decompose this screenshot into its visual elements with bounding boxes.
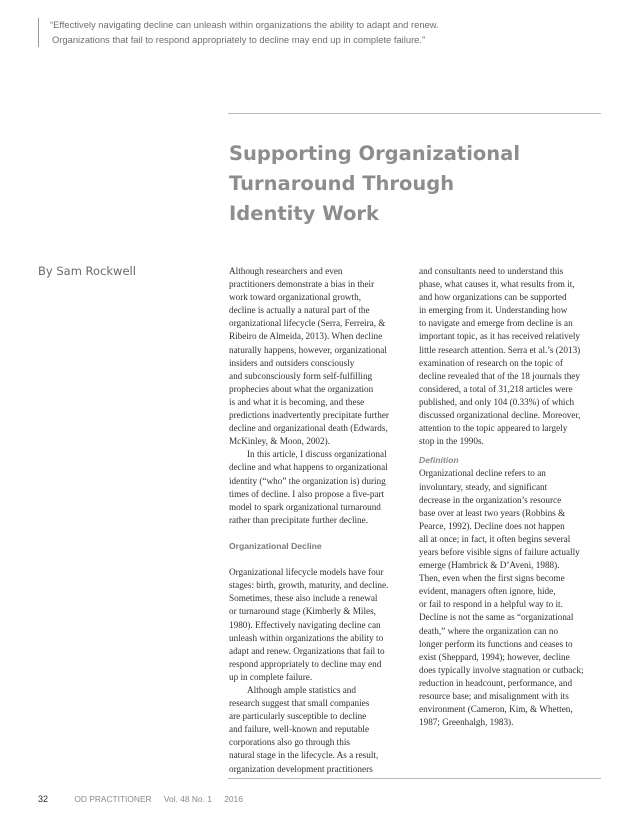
body-line: prophecies about what the organization [229, 383, 374, 394]
section-subheading: Definition [419, 455, 459, 466]
body-line: Pearce, 1992). Decline does not happen [419, 520, 565, 531]
body-line: does typically involve stagnation or cutback; [419, 664, 584, 675]
pull-quote-line: Organizations that fail to respond appropriately to decline may end up in complete failure.” [52, 33, 426, 45]
body-line: adapt and renew. Organizations that fail to [229, 645, 385, 656]
body-column-right [419, 265, 609, 729]
journal-volume: Vol. 48 No. 1 [163, 794, 212, 804]
body-line: Although ample statistics and [247, 685, 356, 695]
body-line: considered, a total of 31,218 articles were [419, 383, 573, 394]
paragraph-gap [229, 553, 419, 566]
body-line: examination of research on the topic of [419, 357, 563, 368]
body-line: decline revealed that of the 18 journals they [419, 370, 580, 381]
body-line: reduction in headcount, performance, and [419, 677, 573, 688]
body-line: Ribeiro de Almeida, 2013). When decline [229, 331, 383, 342]
body-line: McKinley, & Moon, 2002). [229, 436, 330, 447]
top-divider [228, 113, 601, 114]
body-line: is and what it is becoming, and these [229, 396, 365, 407]
body-line: practitioners demonstrate a bias in their [229, 279, 375, 290]
body-line: and how organizations can be supported [419, 292, 567, 303]
journal-year: 2016 [224, 794, 243, 804]
body-line: decline and what happens to organizational [229, 462, 388, 473]
page-number: 32 [38, 794, 49, 804]
body-line: Organizational lifecycle models have four [229, 567, 384, 578]
paragraph-gap [229, 527, 419, 540]
article-title [229, 139, 589, 229]
pull-quote-line: “Effectively navigating decline can unleash within organizations the ability to adapt and renew. [50, 19, 439, 30]
page-footer [38, 794, 243, 804]
author-byline: By Sam Rockwell [38, 264, 136, 278]
body-line: all at once; in fact, it often begins several [419, 533, 571, 544]
body-line: resource base; and misalignment with its [419, 691, 569, 701]
body-line: years before visible signs of failure actually [419, 546, 580, 557]
body-line: stop in the 1990s. [419, 436, 484, 447]
body-line: stages: birth, growth, maturity, and decline. [229, 580, 389, 591]
body-line: organization development practitioners [229, 763, 373, 774]
body-line: or turnaround stage (Kimberly & Miles, [229, 606, 376, 617]
body-line: Then, even when the first signs become [419, 573, 565, 584]
body-line: research suggest that small companies [229, 698, 370, 709]
body-line: insiders and outsiders consciously [229, 357, 355, 368]
body-line: organizational lifecycle (Serra, Ferreira, & [229, 318, 386, 329]
body-line: decline and organizational death (Edwards, [229, 423, 388, 434]
article-title-line: Turnaround Through [229, 172, 455, 195]
bottom-divider [228, 778, 601, 779]
body-line: unleash within organizations the ability to [229, 632, 384, 643]
body-line: and failure, well-known and reputable [229, 724, 370, 735]
body-line: In this article, I discuss organizational [247, 449, 387, 460]
section-heading: Organizational Decline [229, 540, 322, 551]
body-line: published, and only 104 (0.33%) of which [419, 396, 575, 407]
body-line: up in complete failure. [229, 671, 313, 682]
body-line: are particularly susceptible to decline [229, 711, 367, 722]
body-line: 1987; Greenhalgh, 1983). [419, 717, 514, 728]
body-line: and consultants need to understand this [419, 266, 564, 276]
body-line: predictions inadvertently precipitate further [229, 410, 389, 421]
body-line: model to spark organizational turnaround [229, 501, 381, 512]
body-line: natural stage in the lifecycle. As a result, [229, 750, 379, 761]
body-line: environment (Cameron, Kim, & Whetten, [419, 704, 573, 715]
body-line: identity (“who” the organization is) during [229, 475, 386, 486]
body-line: Organizational decline refers to an [419, 468, 546, 479]
body-line: important topic, as it has received relatively [419, 331, 580, 342]
body-line: respond appropriately to decline may end [229, 658, 382, 669]
body-line: 1980). Effectively navigating decline can [229, 619, 381, 630]
body-line: phase, what causes it, what results from it, [419, 279, 575, 290]
body-line: base over at least two years (Robbins & [419, 507, 566, 518]
body-line: evident, managers often ignore, hide, [419, 586, 556, 597]
body-line: corporations also go through this [229, 737, 350, 748]
body-line: work toward organizational growth, [229, 292, 361, 303]
body-line: involuntary, steady, and significant [419, 481, 548, 492]
body-column-left [229, 265, 419, 776]
body-line: rather than precipitate further decline. [229, 514, 369, 525]
body-line: or fail to respond in a helpful way to it. [419, 599, 563, 610]
body-line: decline is actually a natural part of the [229, 305, 370, 316]
body-line: Sometimes, these also include a renewal [229, 593, 378, 604]
body-line: exist (Sheppard, 1994); however, decline [419, 651, 570, 662]
article-title-line: Identity Work [229, 202, 379, 225]
body-line: attention to the topic appeared to largely [419, 423, 568, 434]
body-line: in emerging from it. Understanding how [419, 305, 568, 316]
article-title-line: Supporting Organizational [229, 142, 521, 165]
body-line: and subconsciously form self-fulfilling [229, 370, 373, 381]
body-line: naturally happens, however, organizational [229, 344, 387, 355]
body-line: Decline is not the same as “organizational [419, 612, 574, 623]
body-line: little research attention. Serra et al.’s (2013) [419, 344, 581, 355]
body-line: decrease in the organization’s resource [419, 494, 562, 505]
body-line: Although researchers and even [229, 266, 343, 276]
body-line: times of decline. I also propose a five-part [229, 488, 385, 499]
journal-name: OD PRACTITIONER [74, 794, 152, 804]
body-line: death,” where the organization can no [419, 625, 559, 636]
body-line: emerge (Hambrick & D’Aveni, 1988). [419, 560, 560, 571]
pull-quote [38, 18, 570, 47]
body-line: to navigate and emerge from decline is an [419, 318, 573, 329]
body-line: discussed organizational decline. Moreover, [419, 410, 581, 421]
body-line: longer perform its functions and ceases to [419, 638, 573, 649]
